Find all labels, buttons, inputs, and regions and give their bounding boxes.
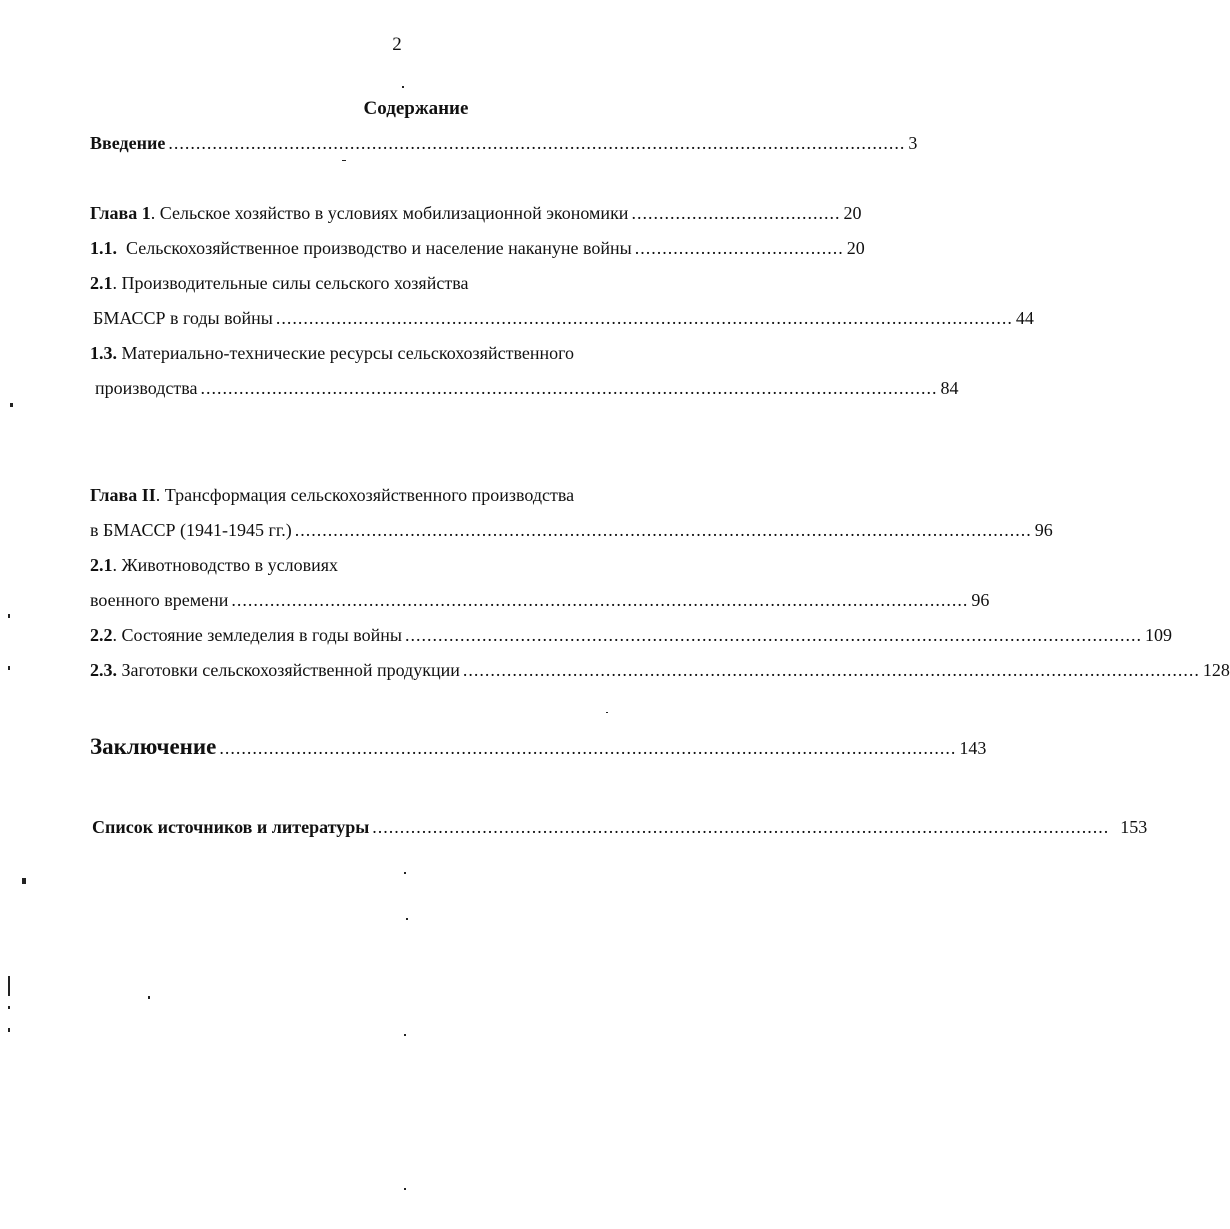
toc-number: 2.1 <box>90 555 113 575</box>
scan-speck <box>406 918 408 920</box>
dot-leader: ...................................................................................................................................... <box>275 308 1013 328</box>
toc-label: Список источников и литературы <box>92 817 370 837</box>
toc-page: 3 <box>908 133 918 153</box>
toc-number: Глава 1 <box>90 203 151 223</box>
scan-speck <box>148 996 150 999</box>
toc-number: 1.1. <box>90 238 117 258</box>
toc-page: 44 <box>1015 308 1034 328</box>
dot-leader: ...................................................................................................................................... <box>462 660 1200 680</box>
page-title: Содержание <box>363 98 469 119</box>
toc-page: 143 <box>959 738 987 758</box>
toc-label: в БМАССР (1941-1945 гг.) <box>90 520 292 540</box>
toc-label: . Производительные силы сельского хозяйства <box>112 273 469 293</box>
toc-page: 128 <box>1202 660 1230 680</box>
toc-entry-2-3 <box>90 659 1230 681</box>
toc-label: Материально-технические ресурсы сельскохозяйственного <box>121 343 575 363</box>
toc-entry-2-1-a <box>90 272 724 294</box>
toc-entry-2-1-b-cont <box>90 589 990 611</box>
scan-speck <box>402 86 404 88</box>
toc-entry-sources <box>92 816 1148 838</box>
dot-leader: ...................................................................................................................................... <box>219 738 957 758</box>
scan-speck <box>8 976 10 996</box>
toc-entry-chapter-1 <box>90 202 862 224</box>
dot-leader: ...................................................................................................................................... <box>372 817 1110 837</box>
toc-label: Заготовки сельскохозяйственной продукции <box>121 660 460 680</box>
toc-number: 2.1 <box>90 273 113 293</box>
toc-label: . Сельское хозяйство в условиях мобилизационной экономики <box>150 203 629 223</box>
scan-speck <box>8 1028 10 1032</box>
toc-page: 20 <box>843 203 862 223</box>
toc-page: 20 <box>846 238 865 258</box>
scan-speck <box>404 872 406 874</box>
scan-speck <box>8 666 10 670</box>
toc-page: 84 <box>940 378 959 398</box>
toc-page: 96 <box>1034 520 1053 540</box>
toc-label: . Трансформация сельскохозяйственного производства <box>155 485 575 505</box>
dot-leader: ...................................... <box>634 238 844 258</box>
toc-label: Введение <box>90 133 166 153</box>
toc-label: . Состояние земледелия в годы войны <box>112 625 402 645</box>
dot-leader: ...................................................................................................................................... <box>200 378 938 398</box>
toc-number: 1.3. <box>90 343 117 363</box>
toc-entry-2-1-a-cont <box>93 307 1034 329</box>
toc-label: производства <box>95 378 198 398</box>
toc-label: Сельскохозяйственное производство и население накануне войны <box>126 238 632 258</box>
page-number: 2 <box>392 34 402 55</box>
toc-label: военного времени <box>90 590 229 610</box>
toc-label: . Животноводство в условиях <box>112 555 339 575</box>
toc-entry-1-3-cont <box>95 377 959 399</box>
toc-page: 109 <box>1144 625 1172 645</box>
scan-speck <box>606 712 608 713</box>
toc-page: 96 <box>971 590 990 610</box>
scan-speck <box>404 1034 406 1036</box>
toc-entry-chapter-2 <box>90 484 724 506</box>
toc-label: Заключение <box>90 734 217 759</box>
scan-speck <box>342 160 346 161</box>
toc-entry-conclusion <box>90 734 987 761</box>
scan-speck <box>8 614 10 618</box>
dot-leader: ...................................................................................................................................... <box>168 133 906 153</box>
scan-speck <box>22 878 26 884</box>
scan-speck <box>404 1188 406 1190</box>
toc-page: 153 <box>1120 817 1148 837</box>
toc-number: 2.3. <box>90 660 117 680</box>
scan-speck <box>8 1006 10 1009</box>
toc-entry-intro <box>90 132 918 154</box>
toc-label: БМАССР в годы войны <box>93 308 273 328</box>
toc-entry-2-2 <box>90 624 1172 646</box>
dot-leader: ...................................................................................................................................... <box>404 625 1142 645</box>
scan-speck <box>10 403 13 407</box>
toc-entry-1-3 <box>90 342 724 364</box>
toc-entry-2-1-b <box>90 554 724 576</box>
toc-number: 2.2 <box>90 625 113 645</box>
toc-entry-chapter-2-cont <box>90 519 1053 541</box>
toc-number: Глава II <box>90 485 156 505</box>
dot-leader: ...................................... <box>631 203 841 223</box>
toc-entry-1-1 <box>90 237 865 259</box>
dot-leader: ...................................................................................................................................... <box>231 590 969 610</box>
dot-leader: ...................................................................................................................................... <box>294 520 1032 540</box>
